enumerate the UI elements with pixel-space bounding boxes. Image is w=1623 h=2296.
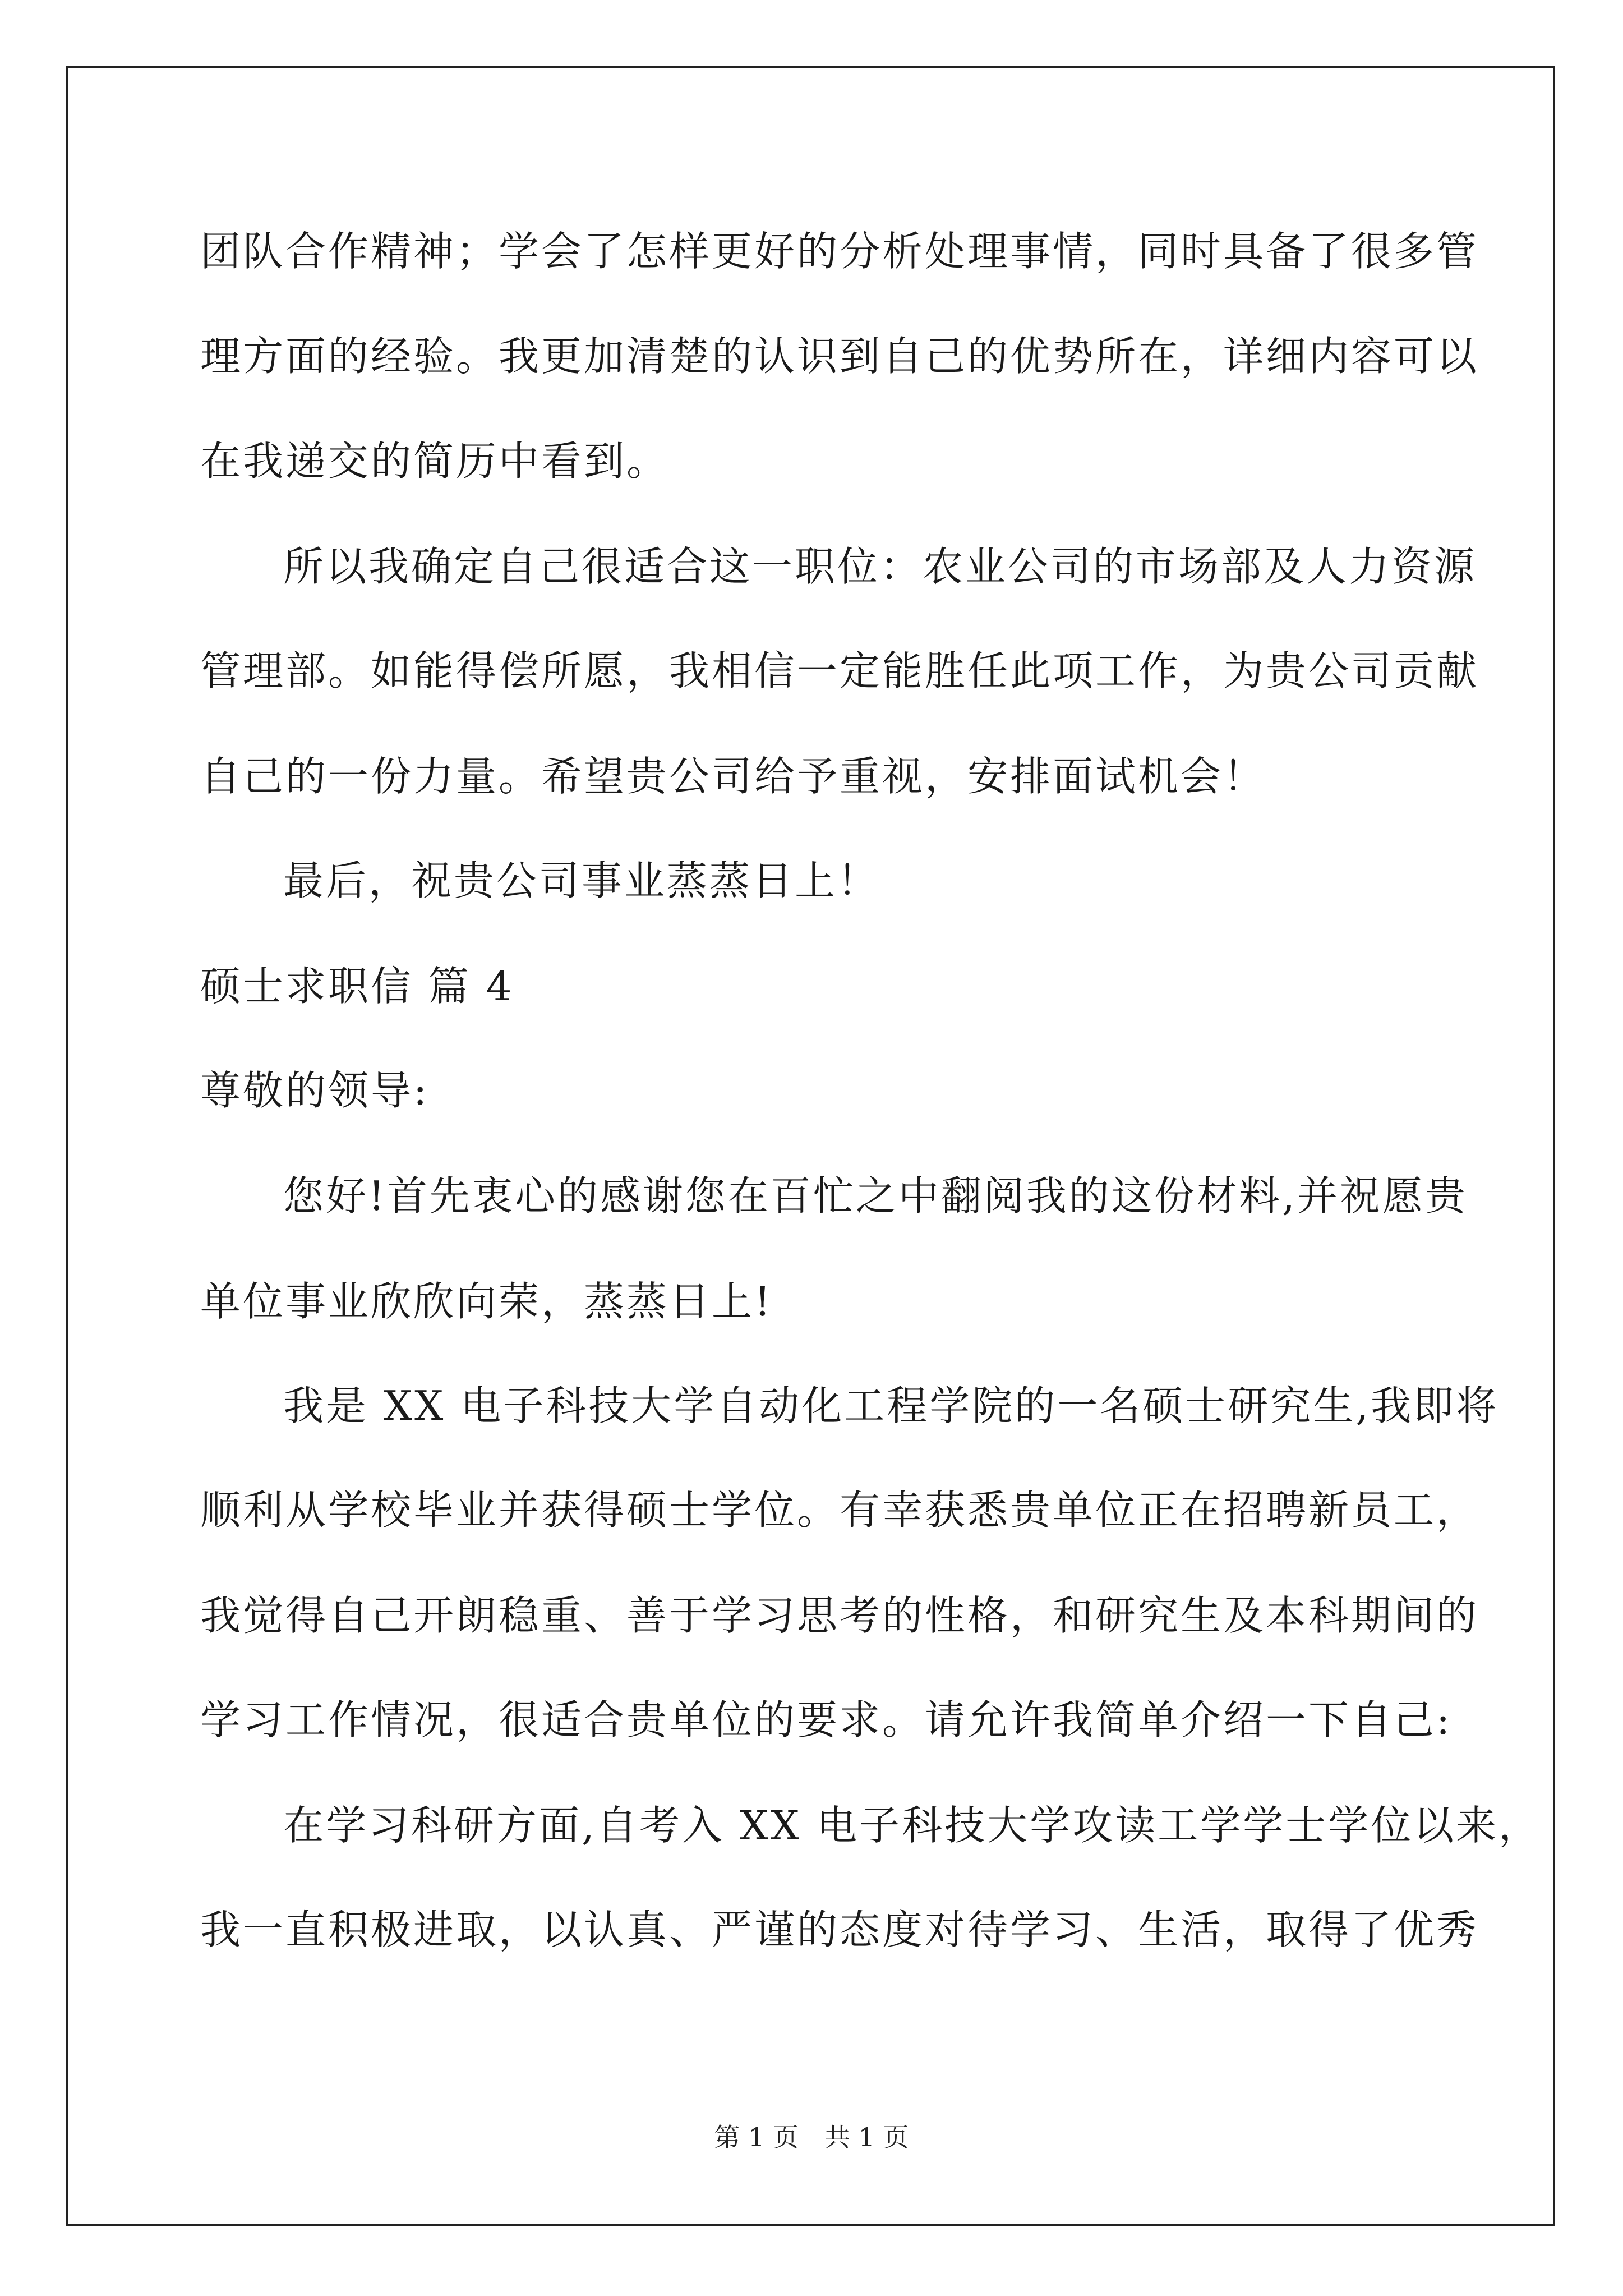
text-line: 理方面的经验。我更加清楚的认识到自己的优势所在，详细内容可以	[200, 333, 1479, 380]
text-line: 顺利从学校毕业并获得硕士学位。有幸获悉贵单位正在招聘新员工，	[200, 1487, 1479, 1534]
text-line: 在我递交的简历中看到。	[200, 438, 670, 485]
text-line: 管理部。如能得偿所愿，我相信一定能胜任此项工作，为贵公司贡献	[200, 647, 1479, 694]
paragraph-start-line: 所以我确定自己很适合这一职位：农业公司的市场部及人力资源	[283, 543, 1477, 590]
salutation: 尊敬的领导:	[200, 1067, 430, 1114]
paragraph-start-line: 您好!首先衷心的感谢您在百忙之中翻阅我的这份材料,并祝愿贵	[283, 1172, 1468, 1220]
text-line: 团队合作精神；学会了怎样更好的分析处理事情，同时具备了很多管	[200, 228, 1479, 275]
paragraph-start-line: 在学习科研方面,自考入 XX 电子科技大学攻读工学学士学位以来，	[283, 1802, 1542, 1849]
text-line: 自己的一份力量。希望贵公司给予重视，安排面试机会！	[200, 753, 1266, 800]
text-line: 学习工作情况，很适合贵单位的要求。请允许我简单介绍一下自己:	[200, 1696, 1453, 1743]
page-number-footer: 第 1 页 共 1 页	[714, 2122, 909, 2152]
text-line: 单位事业欣欣向荣，蒸蒸日上!	[200, 1278, 773, 1325]
text-line: 我觉得自己开朗稳重、善于学习思考的性格，和研究生及本科期间的	[200, 1592, 1479, 1639]
text-line: 我一直积极进取，以认真、严谨的态度对待学习、生活，取得了优秀	[200, 1906, 1479, 1953]
closing-line: 最后，祝贵公司事业蒸蒸日上！	[283, 857, 880, 904]
paragraph-start-line: 我是 XX 电子科技大学自动化工程学院的一名硕士研究生,我即将	[283, 1382, 1499, 1429]
section-heading: 硕士求职信 篇 4	[200, 963, 514, 1010]
